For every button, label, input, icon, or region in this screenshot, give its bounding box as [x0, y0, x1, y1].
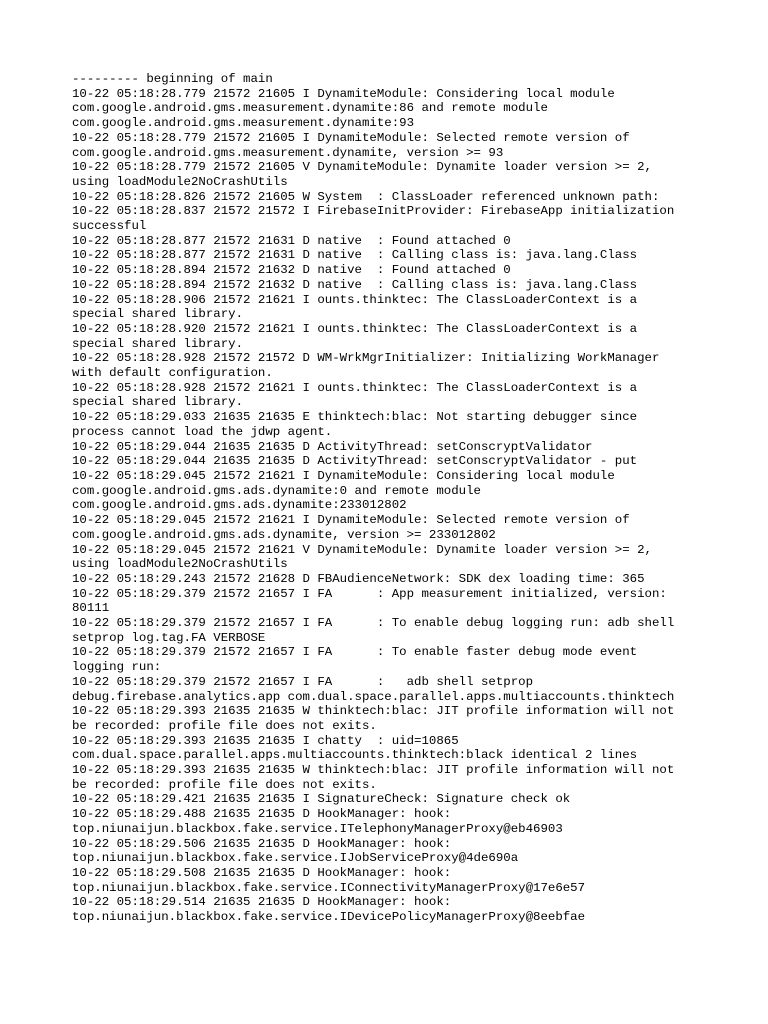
log-line: 10-22 05:18:29.421 21635 21635 I SignatureCheck: Signature check ok [72, 792, 571, 807]
log-text [72, 72, 712, 925]
log-line: using loadModule2NoCrashUtils [72, 557, 288, 572]
log-line: 10-22 05:18:28.906 21572 21621 I ounts.thinktec: The ClassLoaderContext is a [72, 292, 638, 307]
log-line: 10-22 05:18:29.379 21572 21657 I FA : App measurement initialized, version: [72, 586, 667, 601]
log-line: 10-22 05:18:28.928 21572 21572 D WM-WrkMgrInitializer: Initializing WorkManager [72, 351, 660, 366]
log-line: top.niunaijun.blackbox.fake.service.ITelephonyManagerProxy@eb46903 [72, 821, 563, 836]
log-line: 10-22 05:18:28.877 21572 21631 D native : Found attached 0 [72, 233, 511, 248]
log-line: 10-22 05:18:29.393 21635 21635 W thinktech:blac: JIT profile information will not [72, 704, 675, 719]
log-line: 10-22 05:18:29.033 21635 21635 E thinktech:blac: Not starting debugger since [72, 410, 638, 425]
log-line: 10-22 05:18:28.920 21572 21621 I ounts.thinktec: The ClassLoaderContext is a [72, 321, 638, 336]
log-line: 10-22 05:18:28.826 21572 21605 W System : ClassLoader referenced unknown path: [72, 189, 660, 204]
log-line: 10-22 05:18:28.779 21572 21605 I DynamiteModule: Selected remote version of [72, 130, 630, 145]
log-line: 10-22 05:18:28.894 21572 21632 D native : Found attached 0 [72, 263, 511, 278]
log-line: 10-22 05:18:28.928 21572 21621 I ounts.thinktec: The ClassLoaderContext is a [72, 380, 638, 395]
log-line: 10-22 05:18:28.894 21572 21632 D native : Calling class is: java.lang.Class [72, 277, 638, 292]
log-line: com.google.android.gms.ads.dynamite:0 and remote module [72, 483, 481, 498]
log-line: 10-22 05:18:29.379 21572 21657 I FA : To enable debug logging run: adb shell [72, 616, 675, 631]
log-line: using loadModule2NoCrashUtils [72, 174, 288, 189]
log-line: com.dual.space.parallel.apps.multiaccounts.thinktech:black identical 2 lines [72, 748, 638, 763]
log-line: 80111 [72, 601, 110, 616]
log-line: be recorded: profile file does not exits. [72, 718, 377, 733]
log-line: special shared library. [72, 395, 244, 410]
log-line: 10-22 05:18:29.506 21635 21635 D HookManager: hook: [72, 836, 452, 851]
log-line: com.google.android.gms.ads.dynamite:233012802 [72, 498, 407, 513]
log-line: 10-22 05:18:28.779 21572 21605 V DynamiteModule: Dynamite loader version >= 2, [72, 160, 652, 175]
log-line: top.niunaijun.blackbox.fake.service.IDevicePolicyManagerProxy@8eebfae [72, 910, 586, 925]
log-line: be recorded: profile file does not exits. [72, 777, 377, 792]
log-line: top.niunaijun.blackbox.fake.service.IJobServiceProxy@4de690a [72, 851, 519, 866]
log-line: 10-22 05:18:28.779 21572 21605 I DynamiteModule: Considering local module [72, 86, 615, 101]
log-line: setprop log.tag.FA VERBOSE [72, 630, 266, 645]
log-line: debug.firebase.analytics.app com.dual.space.parallel.apps.multiaccounts.thinktech [72, 689, 675, 704]
log-line: 10-22 05:18:29.045 21572 21621 I DynamiteModule: Considering local module [72, 468, 615, 483]
log-line: com.google.android.gms.measurement.dynamite:86 and remote module [72, 101, 548, 116]
log-line: special shared library. [72, 307, 244, 322]
log-line: com.google.android.gms.measurement.dynamite, version >= 93 [72, 145, 504, 160]
log-line: special shared library. [72, 336, 244, 351]
log-line: 10-22 05:18:29.488 21635 21635 D HookManager: hook: [72, 807, 452, 822]
log-line: 10-22 05:18:28.877 21572 21631 D native : Calling class is: java.lang.Class [72, 248, 638, 263]
log-line: 10-22 05:18:29.379 21572 21657 I FA : To enable faster debug mode event [72, 645, 638, 660]
log-line: top.niunaijun.blackbox.fake.service.IConnectivityManagerProxy@17e6e57 [72, 880, 586, 895]
log-line: 10-22 05:18:29.045 21572 21621 V DynamiteModule: Dynamite loader version >= 2, [72, 542, 652, 557]
log-line: 10-22 05:18:29.393 21635 21635 I chatty : uid=10865 [72, 733, 459, 748]
log-line: process cannot load the jdwp agent. [72, 424, 333, 439]
log-line: com.google.android.gms.ads.dynamite, version >= 233012802 [72, 527, 496, 542]
log-line: 10-22 05:18:29.045 21572 21621 I DynamiteModule: Selected remote version of [72, 513, 630, 528]
log-line: successful [72, 219, 147, 234]
log-line: 10-22 05:18:29.044 21635 21635 D ActivityThread: setConscryptValidator [72, 439, 593, 454]
log-line: logging run: [72, 660, 162, 675]
log-line: 10-22 05:18:29.379 21572 21657 I FA : adb shell setprop [72, 674, 534, 689]
log-line: com.google.android.gms.measurement.dynamite:93 [72, 116, 415, 131]
log-line: --------- beginning of main [72, 72, 273, 86]
document-page [72, 72, 712, 925]
log-line: 10-22 05:18:29.243 21572 21628 D FBAudienceNetwork: SDK dex loading time: 365 [72, 571, 645, 586]
log-line: 10-22 05:18:29.393 21635 21635 W thinktech:blac: JIT profile information will not [72, 763, 675, 778]
log-line: 10-22 05:18:29.508 21635 21635 D HookManager: hook: [72, 865, 452, 880]
log-line: 10-22 05:18:29.044 21635 21635 D ActivityThread: setConscryptValidator - put [72, 454, 638, 469]
log-line: 10-22 05:18:28.837 21572 21572 I FirebaseInitProvider: FirebaseApp initialization [72, 204, 675, 219]
log-line: with default configuration. [72, 366, 273, 381]
log-line: 10-22 05:18:29.514 21635 21635 D HookManager: hook: [72, 895, 452, 910]
